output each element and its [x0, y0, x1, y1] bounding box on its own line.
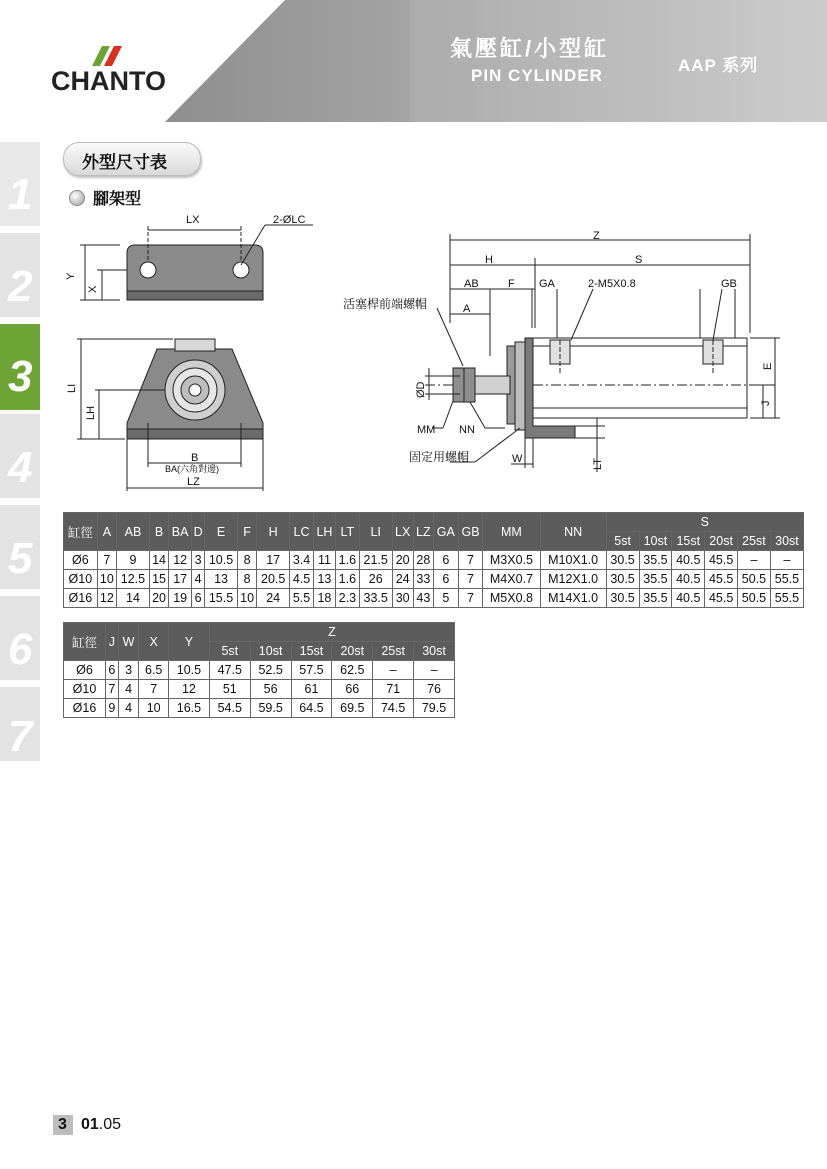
col-header: LZ — [413, 513, 433, 551]
dim-label-j: J — [760, 400, 772, 406]
table-cell: 10.5 — [205, 551, 238, 570]
table-cell: 30 — [392, 589, 413, 608]
table-cell: 50.5 — [738, 589, 771, 608]
table-cell: 8 — [237, 570, 256, 589]
dim-label-ga: GA — [539, 278, 555, 290]
table-cell: 30.5 — [606, 551, 639, 570]
col-header: LH — [313, 513, 335, 551]
bullet-icon — [69, 190, 85, 206]
table-cell: 4 — [192, 570, 205, 589]
table-cell: 24 — [392, 570, 413, 589]
table-cell: 10 — [139, 699, 169, 718]
col-header: LC — [290, 513, 314, 551]
dim-label-mm: MM — [417, 424, 436, 436]
table-cell: M3X0.5 — [483, 551, 540, 570]
table-cell: – — [414, 661, 455, 680]
col-header: MM — [483, 513, 540, 551]
dim-label-lx: LX — [186, 214, 200, 226]
table-cell: 10 — [97, 570, 116, 589]
footer-page-main: 01 — [81, 1116, 99, 1133]
col-header: J — [105, 623, 118, 661]
table-row — [64, 589, 804, 608]
table-cell: Ø6 — [64, 661, 106, 680]
nut-label: 活塞桿前端螺帽 — [343, 297, 428, 311]
dim-label-w: W — [512, 453, 523, 465]
dim-label-f: F — [508, 278, 515, 290]
foot-top-view — [80, 225, 313, 300]
table-cell: 15.5 — [205, 589, 238, 608]
table-row — [64, 680, 455, 699]
dim-label-ab: AB — [464, 278, 479, 290]
col-subheader: 15st — [291, 642, 332, 661]
col-header: LT — [335, 513, 359, 551]
table-cell: 7 — [139, 680, 169, 699]
table-cell: 2.3 — [335, 589, 359, 608]
table-cell: 1.6 — [335, 570, 359, 589]
table-cell: 6 — [192, 589, 205, 608]
table-cell: 79.5 — [414, 699, 455, 718]
table-cell: 3 — [192, 551, 205, 570]
table-cell: 6 — [433, 551, 458, 570]
col-header: 缸徑 — [64, 623, 106, 661]
table-cell: 3.4 — [290, 551, 314, 570]
dim-label-e: E — [762, 362, 774, 370]
table-row — [64, 699, 455, 718]
table-cell: 35.5 — [639, 551, 672, 570]
dim-label-b: B — [191, 452, 199, 464]
table-cell: 3 — [118, 661, 139, 680]
table-cell: 16.5 — [169, 699, 210, 718]
section-subheading: 腳架型 — [93, 191, 142, 208]
table-cell: M10X1.0 — [540, 551, 606, 570]
table-cell: 62.5 — [332, 661, 373, 680]
table-cell: 12.5 — [117, 570, 150, 589]
table-cell: 76 — [414, 680, 455, 699]
table-cell: M4X0.7 — [483, 570, 540, 589]
table-cell: 40.5 — [672, 570, 705, 589]
header-title-en: PIN CYLINDER — [471, 66, 603, 85]
table-cell: 54.5 — [209, 699, 250, 718]
table-cell: 14 — [117, 589, 150, 608]
col-header-z: Z — [209, 623, 454, 642]
table-cell: 21.5 — [359, 551, 392, 570]
table-cell: 20.5 — [257, 570, 290, 589]
table-cell: 12 — [97, 589, 116, 608]
side-tab-label: 1 — [8, 170, 33, 219]
footer-page — [81, 1116, 121, 1134]
table-cell: 17 — [169, 570, 192, 589]
table-cell: M5X0.8 — [483, 589, 540, 608]
table-cell: Ø10 — [64, 680, 106, 699]
col-header: 缸徑 — [64, 513, 98, 551]
col-header: B — [149, 513, 168, 551]
dim-label-h: H — [485, 254, 493, 266]
table-cell: 43 — [413, 589, 433, 608]
table-cell: Ø16 — [64, 589, 98, 608]
table-cell: 18 — [313, 589, 335, 608]
table-cell: 13 — [313, 570, 335, 589]
table-cell: 51 — [209, 680, 250, 699]
header-title-cn: 氣壓缸/小型缸 — [450, 36, 610, 61]
table-cell: 59.5 — [250, 699, 291, 718]
table-cell: 4 — [118, 699, 139, 718]
table-cell: 35.5 — [639, 589, 672, 608]
table-cell: – — [738, 551, 771, 570]
footer-chapter: 3 — [58, 1116, 67, 1133]
dim-label-x: X — [87, 285, 99, 293]
table-row — [64, 570, 804, 589]
col-header: H — [257, 513, 290, 551]
col-subheader: 30st — [414, 642, 455, 661]
table-cell: 8 — [237, 551, 256, 570]
table-cell: 64.5 — [291, 699, 332, 718]
table-cell: 57.5 — [291, 661, 332, 680]
col-header: Y — [169, 623, 210, 661]
dim-label-li: LI — [66, 383, 78, 393]
col-subheader: 25st — [738, 532, 771, 551]
table-cell: 7 — [97, 551, 116, 570]
col-header: BA — [169, 513, 192, 551]
table-cell: 12 — [169, 680, 210, 699]
col-header: W — [118, 623, 139, 661]
table-cell: – — [770, 551, 803, 570]
table-cell: 12 — [169, 551, 192, 570]
col-header: X — [139, 623, 169, 661]
side-tab-label: 3 — [8, 352, 33, 401]
col-header: NN — [540, 513, 606, 551]
col-subheader: 10st — [250, 642, 291, 661]
col-subheader: 15st — [672, 532, 705, 551]
table-cell: 66 — [332, 680, 373, 699]
col-header: LX — [392, 513, 413, 551]
table-cell: 47.5 — [209, 661, 250, 680]
cylinder-side-drawing — [335, 228, 795, 478]
table-cell: 7 — [105, 680, 118, 699]
table-cell: 26 — [359, 570, 392, 589]
table-cell: 10.5 — [169, 661, 210, 680]
table-cell: 15 — [149, 570, 168, 589]
table-cell: 33 — [413, 570, 433, 589]
col-header: LI — [359, 513, 392, 551]
table-cell: 5.5 — [290, 589, 314, 608]
dim-label-y: Y — [65, 272, 77, 280]
table-cell: 35.5 — [639, 570, 672, 589]
col-subheader: 5st — [209, 642, 250, 661]
dimension-table-1 — [63, 512, 804, 608]
table-cell: 4 — [118, 680, 139, 699]
col-header: A — [97, 513, 116, 551]
side-tab-label: 2 — [8, 262, 33, 311]
section-heading: 外型尺寸表 — [82, 153, 167, 172]
table-cell: 69.5 — [332, 699, 373, 718]
col-header: AB — [117, 513, 150, 551]
col-subheader: 10st — [639, 532, 672, 551]
table-cell: 40.5 — [672, 589, 705, 608]
col-header: GB — [458, 513, 483, 551]
table-cell: M14X1.0 — [540, 589, 606, 608]
col-subheader: 5st — [606, 532, 639, 551]
table-cell: 14 — [149, 551, 168, 570]
table-cell: 45.5 — [705, 589, 738, 608]
table-cell: 45.5 — [705, 570, 738, 589]
table-cell: 17 — [257, 551, 290, 570]
table-cell: 24 — [257, 589, 290, 608]
side-tab-label: 5 — [8, 534, 33, 583]
fix-nut-label: 固定用螺帽 — [409, 450, 470, 464]
table-cell: Ø16 — [64, 699, 106, 718]
dim-label-port: 2-M5X0.8 — [588, 278, 636, 290]
dim-label-lh: LH — [85, 405, 97, 420]
table-cell: 7 — [458, 551, 483, 570]
table-cell: 1.6 — [335, 551, 359, 570]
table-cell: 30.5 — [606, 589, 639, 608]
table-cell: 10 — [237, 589, 256, 608]
table-cell: 52.5 — [250, 661, 291, 680]
col-header: GA — [433, 513, 458, 551]
table-cell: 30.5 — [606, 570, 639, 589]
dim-label-lz: LZ — [187, 476, 200, 488]
table-cell: 55.5 — [770, 589, 803, 608]
table-cell: 20 — [149, 589, 168, 608]
table-cell: 74.5 — [373, 699, 414, 718]
table-cell: 6 — [433, 570, 458, 589]
dim-label-ba: BA(六角對邊) — [165, 464, 220, 474]
table-cell: 45.5 — [705, 551, 738, 570]
table-cell: 19 — [169, 589, 192, 608]
table-cell: M12X1.0 — [540, 570, 606, 589]
table-cell: 33.5 — [359, 589, 392, 608]
side-tab-label: 4 — [8, 443, 33, 492]
dim-label-a: A — [463, 303, 471, 315]
table-cell: 9 — [105, 699, 118, 718]
table-cell: 40.5 — [672, 551, 705, 570]
logo-icon — [88, 44, 128, 68]
table-cell: 55.5 — [770, 570, 803, 589]
dim-label-z: Z — [593, 230, 600, 242]
footer-page-sub: .05 — [98, 1116, 122, 1133]
page-header — [0, 0, 827, 122]
col-subheader: 20st — [332, 642, 373, 661]
table-cell: – — [373, 661, 414, 680]
dim-label-lc: 2-ØLC — [273, 214, 306, 226]
table-cell: 56 — [250, 680, 291, 699]
table-cell: 7 — [458, 589, 483, 608]
table-cell: 61 — [291, 680, 332, 699]
table-cell: 9 — [117, 551, 150, 570]
col-header: D — [192, 513, 205, 551]
table-cell: 50.5 — [738, 570, 771, 589]
table-cell: Ø10 — [64, 570, 98, 589]
col-header: E — [205, 513, 238, 551]
col-subheader: 25st — [373, 642, 414, 661]
side-tab-label: 7 — [8, 712, 33, 761]
dimension-table-2 — [63, 622, 455, 718]
table-cell: Ø6 — [64, 551, 98, 570]
col-header-s: S — [606, 513, 803, 532]
table-row — [64, 661, 455, 680]
dim-label-gb: GB — [721, 278, 737, 290]
dim-label-s: S — [635, 254, 643, 266]
dim-label-lt: LT — [592, 457, 604, 470]
dim-label-nn: NN — [459, 424, 475, 436]
logo: CHANTO — [51, 66, 167, 96]
side-tab-label: 6 — [8, 625, 33, 674]
table-cell: 4.5 — [290, 570, 314, 589]
col-header: F — [237, 513, 256, 551]
table-cell: 7 — [458, 570, 483, 589]
table-cell: 11 — [313, 551, 335, 570]
foot-bracket-drawing — [55, 205, 335, 495]
table-cell: 6.5 — [139, 661, 169, 680]
table-row — [64, 551, 804, 570]
dim-label-d: ØD — [415, 381, 427, 398]
table-cell: 71 — [373, 680, 414, 699]
col-subheader: 30st — [770, 532, 803, 551]
table-cell: 5 — [433, 589, 458, 608]
series-label: AAP 系列 — [678, 56, 759, 75]
table-cell: 20 — [392, 551, 413, 570]
table-cell: 28 — [413, 551, 433, 570]
col-subheader: 20st — [705, 532, 738, 551]
table-cell: 6 — [105, 661, 118, 680]
table-cell: 13 — [205, 570, 238, 589]
